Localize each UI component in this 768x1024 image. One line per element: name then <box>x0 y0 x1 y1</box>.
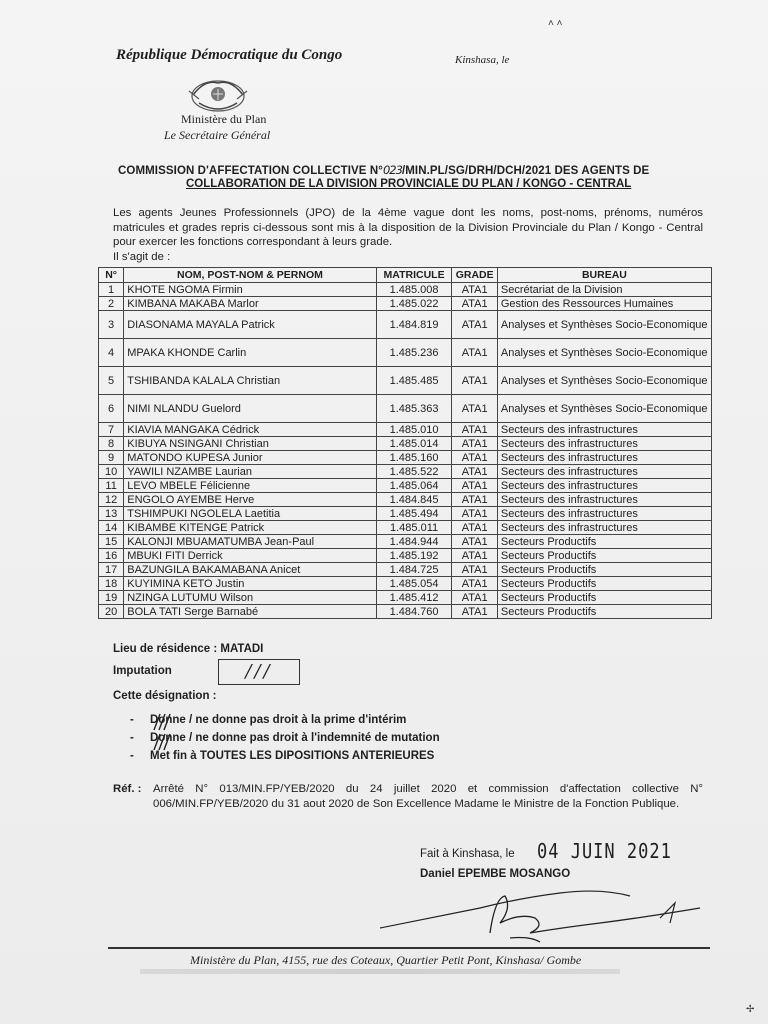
agent-name: LEVO MBELE Félicienne <box>124 479 376 493</box>
agent-name: TSHIBANDA KALALA Christian <box>124 367 376 395</box>
row-number: 17 <box>99 563 124 577</box>
agent-bureau: Secteurs Productifs <box>497 535 711 549</box>
secretary-general: Le Secrétaire Général <box>164 128 271 142</box>
agent-name: NZINGA LUTUMU Wilson <box>124 591 376 605</box>
table-row <box>99 507 712 521</box>
agent-bureau: Secteurs des infrastructures <box>497 437 711 451</box>
agent-name: KALONJI MBUAMATUMBA Jean-Paul <box>124 535 376 549</box>
agent-name: BAZUNGILA BAKAMABANA Anicet <box>124 563 376 577</box>
col-header-name: NOM, POST-NOM & PERNOM <box>124 268 376 283</box>
table-row <box>99 339 712 367</box>
list-item: - Donne / ne donne pas droit à la prime d'intérim <box>130 714 407 726</box>
agent-bureau: Secteurs des infrastructures <box>497 521 711 535</box>
row-number: 4 <box>99 339 124 367</box>
row-number: 9 <box>99 451 124 465</box>
agent-grade: ATA1 <box>452 605 497 619</box>
agent-grade: ATA1 <box>452 297 497 311</box>
agent-name: MPAKA KHONDE Carlin <box>124 339 376 367</box>
agent-matricule: 1.485.022 <box>376 297 452 311</box>
agent-matricule: 1.485.008 <box>376 283 452 297</box>
agent-matricule: 1.485.160 <box>376 451 452 465</box>
agent-name: DIASONAMA MAYALA Patrick <box>124 311 376 339</box>
row-number: 3 <box>99 311 124 339</box>
signing-place: Fait à Kinshasa, le <box>420 848 515 860</box>
row-number: 8 <box>99 437 124 451</box>
table-row <box>99 437 712 451</box>
intro-paragraph: Les agents Jeunes Professionnels (JPO) de la 4ème vague dont les noms, post-noms, prénoms, numéros matricules et grades repris ci-dessous sont mis à la disposition de la Division Provinciale du Plan / Kongo - Central pour exercer les fonctions correspondant à leurs grade. <box>113 207 703 248</box>
agent-grade: ATA1 <box>452 577 497 591</box>
place-date-header: Kinshasa, le <box>455 54 510 66</box>
agent-bureau: Secrétariat de la Division <box>497 283 711 297</box>
agent-name: MBUKI FITI Derrick <box>124 549 376 563</box>
agent-bureau: Secteurs Productifs <box>497 605 711 619</box>
row-number: 11 <box>99 479 124 493</box>
list-intro: Il s'agit de : <box>113 251 171 263</box>
table-row <box>99 521 712 535</box>
col-header-bureau: BUREAU <box>497 268 711 283</box>
agent-grade: ATA1 <box>452 493 497 507</box>
agent-matricule: 1.485.363 <box>376 395 452 423</box>
table-row <box>99 535 712 549</box>
list-item: - Donne / ne donne pas droit à l'indemnité de mutation <box>130 732 440 744</box>
table-row <box>99 591 712 605</box>
agent-grade: ATA1 <box>452 283 497 297</box>
row-number: 12 <box>99 493 124 507</box>
table-row <box>99 605 712 619</box>
agent-bureau: Secteurs des infrastructures <box>497 493 711 507</box>
table-row <box>99 479 712 493</box>
agent-bureau: Secteurs des infrastructures <box>497 465 711 479</box>
table-row <box>99 283 712 297</box>
row-number: 10 <box>99 465 124 479</box>
agent-name: NIMI NLANDU Guelord <box>124 395 376 423</box>
agent-name: KUYIMINA KETO Justin <box>124 577 376 591</box>
list-item: - Met fin à TOUTES LES DIPOSITIONS ANTERIEURES <box>130 750 435 762</box>
agent-matricule: 1.485.054 <box>376 577 452 591</box>
agent-bureau: Analyses et Synthèses Socio-Economique <box>497 367 711 395</box>
scan-mark: ˄ ˄ <box>548 18 563 29</box>
row-number: 18 <box>99 577 124 591</box>
col-header-matricule: MATRICULE <box>376 268 452 283</box>
table-row <box>99 451 712 465</box>
agent-bureau: Secteurs Productifs <box>497 577 711 591</box>
agent-bureau: Secteurs Productifs <box>497 563 711 577</box>
residence-place: Lieu de résidence : MATADI <box>113 643 264 655</box>
strikethrough-marks <box>150 712 190 752</box>
agent-matricule: 1.484.760 <box>376 605 452 619</box>
agent-name: KIAVIA MANGAKA Cédrick <box>124 423 376 437</box>
row-number: 5 <box>99 367 124 395</box>
footer-address: Ministère du Plan, 4155, rue des Coteaux, Quartier Petit Pont, Kinshasa/ Gombe <box>190 953 582 967</box>
agent-matricule: 1.485.236 <box>376 339 452 367</box>
agent-matricule: 1.485.014 <box>376 437 452 451</box>
agent-name: TSHIMPUKI NGOLELA Laetitia <box>124 507 376 521</box>
handwritten-number: 023 <box>382 163 402 177</box>
country-heading: République Démocratique du Congo <box>116 47 343 63</box>
title-suffix: /MIN.PL/SG/DRH/DCH/2021 DES AGENTS DE <box>401 165 650 177</box>
agent-matricule: 1.484.944 <box>376 535 452 549</box>
footer-rule <box>108 947 710 949</box>
table-row <box>99 563 712 577</box>
reference-label: Réf. : <box>113 783 142 795</box>
imputation-label: Imputation <box>113 665 172 677</box>
agent-matricule: 1.485.412 <box>376 591 452 605</box>
signature-icon <box>370 878 710 950</box>
agent-name: KIBAMBE KITENGE Patrick <box>124 521 376 535</box>
agent-grade: ATA1 <box>452 395 497 423</box>
designation-label: Cette désignation : <box>113 690 217 702</box>
agent-grade: ATA1 <box>452 437 497 451</box>
agent-grade: ATA1 <box>452 311 497 339</box>
table-row <box>99 493 712 507</box>
agent-bureau: Secteurs des infrastructures <box>497 423 711 437</box>
table-row <box>99 549 712 563</box>
agent-grade: ATA1 <box>452 479 497 493</box>
row-number: 13 <box>99 507 124 521</box>
agent-bureau: Gestion des Ressources Humaines <box>497 297 711 311</box>
row-number: 6 <box>99 395 124 423</box>
table-row <box>99 367 712 395</box>
imputation-box: /// <box>218 659 300 685</box>
agents-table <box>98 267 712 619</box>
ministry-name: Ministère du Plan <box>181 112 267 126</box>
table-row <box>99 395 712 423</box>
row-number: 20 <box>99 605 124 619</box>
document-title <box>118 163 708 177</box>
agent-bureau: Secteurs des infrastructures <box>497 479 711 493</box>
title-prefix: COMMISSION D'AFFECTATION COLLECTIVE N° <box>118 165 383 177</box>
agent-matricule: 1.484.845 <box>376 493 452 507</box>
agent-name: KHOTE NGOMA Firmin <box>124 283 376 297</box>
row-number: 1 <box>99 283 124 297</box>
agent-matricule: 1.485.192 <box>376 549 452 563</box>
agent-name: KIMBANA MAKABA Marlor <box>124 297 376 311</box>
reference-text: Arrêté N° 013/MIN.FP/YEB/2020 du 24 juillet 2020 et commission d'affectation collective N° 006/MIN.FP/YEB/2020 du 31 aout 2020 de Son Excellence Madame le Ministre de la Fonction Publique. <box>153 783 703 810</box>
agent-bureau: Secteurs Productifs <box>497 549 711 563</box>
table-header-row <box>99 268 712 283</box>
agent-bureau: Analyses et Synthèses Socio-Economique <box>497 311 711 339</box>
agent-bureau: Analyses et Synthèses Socio-Economique <box>497 395 711 423</box>
agent-name: YAWILI NZAMBE Laurian <box>124 465 376 479</box>
agent-grade: ATA1 <box>452 535 497 549</box>
agent-bureau: Secteurs des infrastructures <box>497 507 711 521</box>
agent-matricule: 1.484.725 <box>376 563 452 577</box>
agent-matricule: 1.485.064 <box>376 479 452 493</box>
row-number: 14 <box>99 521 124 535</box>
table-row <box>99 311 712 339</box>
agent-grade: ATA1 <box>452 563 497 577</box>
row-number: 15 <box>99 535 124 549</box>
agent-grade: ATA1 <box>452 507 497 521</box>
col-header-grade: GRADE <box>452 268 497 283</box>
agent-grade: ATA1 <box>452 339 497 367</box>
agent-matricule: 1.485.522 <box>376 465 452 479</box>
table-row <box>99 423 712 437</box>
row-number: 7 <box>99 423 124 437</box>
agent-name: MATONDO KUPESA Junior <box>124 451 376 465</box>
table-body <box>99 283 712 619</box>
table-row <box>99 297 712 311</box>
table-row <box>99 577 712 591</box>
agent-matricule: 1.484.819 <box>376 311 452 339</box>
row-number: 16 <box>99 549 124 563</box>
footer-faded-line <box>140 969 620 974</box>
agent-bureau: Secteurs des infrastructures <box>497 451 711 465</box>
scan-mark: ✢ <box>746 1004 755 1015</box>
agent-name: KIBUYA NSINGANI Christian <box>124 437 376 451</box>
agent-matricule: 1.485.010 <box>376 423 452 437</box>
agent-matricule: 1.485.494 <box>376 507 452 521</box>
agent-matricule: 1.485.011 <box>376 521 452 535</box>
agent-name: BOLA TATI Serge Barnabé <box>124 605 376 619</box>
agent-grade: ATA1 <box>452 423 497 437</box>
document-subtitle: COLLABORATION DE LA DIVISION PROVINCIALE DU PLAN / KONGO - CENTRAL <box>186 178 632 190</box>
agent-bureau: Secteurs Productifs <box>497 591 711 605</box>
signer-name: Daniel EPEMBE MOSANGO <box>420 868 571 880</box>
agent-bureau: Analyses et Synthèses Socio-Economique <box>497 339 711 367</box>
agent-grade: ATA1 <box>452 367 497 395</box>
agent-grade: ATA1 <box>452 591 497 605</box>
stamped-date: 04 JUIN 2021 <box>537 840 672 864</box>
agent-name: ENGOLO AYEMBE Herve <box>124 493 376 507</box>
row-number: 2 <box>99 297 124 311</box>
agent-grade: ATA1 <box>452 521 497 535</box>
agent-grade: ATA1 <box>452 451 497 465</box>
agent-grade: ATA1 <box>452 549 497 563</box>
row-number: 19 <box>99 591 124 605</box>
agent-grade: ATA1 <box>452 465 497 479</box>
table-row <box>99 465 712 479</box>
agent-matricule: 1.485.485 <box>376 367 452 395</box>
col-header-number: N° <box>99 268 124 283</box>
